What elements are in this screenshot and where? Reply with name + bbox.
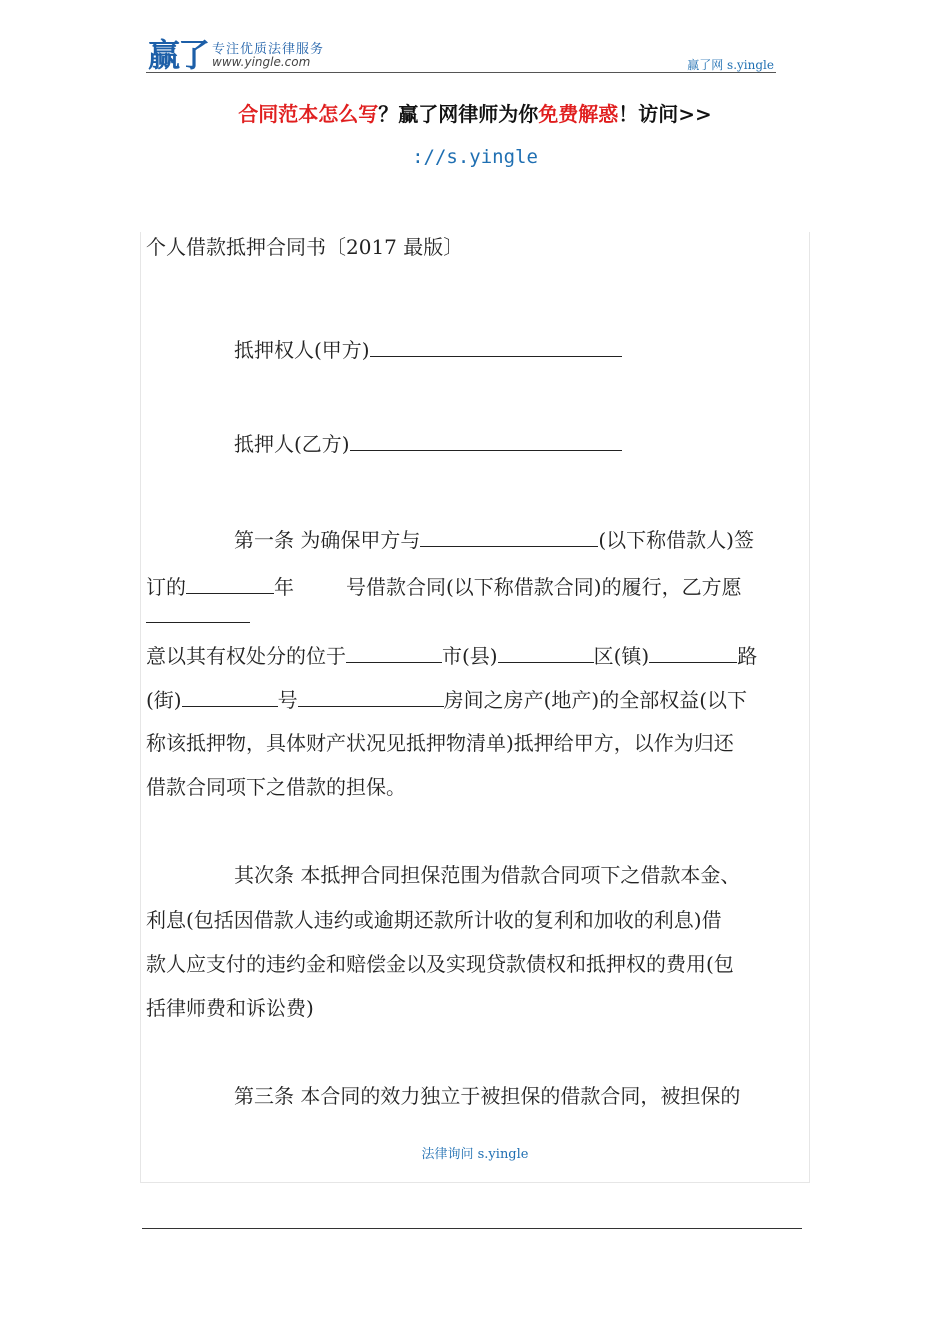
- header-site-link[interactable]: 赢了网 s.yingle: [687, 58, 774, 72]
- year-blank: [186, 571, 274, 594]
- article1-text: 第一条 为确保甲方与: [234, 528, 421, 552]
- article1-line5: 称该抵押物，具体财产状况见抵押物清单)抵押给甲方，以作为归还: [146, 731, 734, 755]
- article1-text: 订的: [146, 575, 186, 599]
- banner-text-4: ！访问>>: [618, 102, 712, 126]
- article1-text: (以下称借款人)签: [598, 528, 754, 552]
- logo-url: www.yingle.com: [212, 55, 311, 69]
- article2-line1: 其次条 本抵押合同担保范围为借款合同项下之借款本金、: [234, 863, 741, 887]
- logo-slogan: 专注优质法律服务: [212, 42, 325, 57]
- article1-text: 路: [737, 644, 758, 668]
- article1-text: 区(镇): [593, 644, 650, 668]
- article2-line4: 括律师费和诉讼费): [146, 996, 314, 1020]
- logo[interactable]: [148, 38, 336, 72]
- article1-text: 意以其有权处分的位于: [146, 644, 346, 668]
- borrower-blank: [420, 524, 598, 547]
- city-blank: [346, 640, 442, 663]
- footer-divider: [142, 1228, 802, 1229]
- mortgagor-blank: [350, 428, 622, 451]
- document-title: 个人借款抵押合同书〔2017 最版〕: [146, 235, 464, 259]
- mortgagee-label: 抵押权人(甲方): [234, 338, 370, 362]
- street-number-blank: [182, 684, 278, 707]
- footer-link[interactable]: 法律询问 s.yingle: [421, 1147, 529, 1162]
- article1-line6: 借款合同项下之借款的担保。: [146, 775, 406, 799]
- logo-mark: 赢了: [148, 36, 209, 74]
- banner-text-3: 免费解惑: [538, 102, 619, 126]
- article1-line4: [146, 684, 747, 715]
- article3-line1: 第三条 本合同的效力独立于被担保的借款合同，被担保的: [234, 1084, 741, 1108]
- article1-text: 号借款合同(以下称借款合同)的履行，乙方愿: [346, 575, 742, 599]
- mortgagee-blank: [370, 334, 622, 357]
- article1-text: 房间之房产(地产)的全部权益(以下: [443, 688, 748, 712]
- article1-text: (街): [146, 688, 182, 712]
- banner-link[interactable]: ://s.yingle: [412, 146, 538, 168]
- article1-line3: [146, 640, 757, 671]
- header-divider: [146, 72, 776, 73]
- mortgagor-label: 抵押人(乙方): [234, 432, 350, 456]
- room-blank: [298, 684, 444, 707]
- mortgagor-line: [234, 428, 622, 459]
- article1-line1: [234, 524, 754, 555]
- article1-text: 市(县): [442, 644, 498, 668]
- district-blank: [498, 640, 594, 663]
- article2-line2: 利息(包括因借款人违约或逾期还款所计收的复利和加收的利息)借: [146, 908, 722, 932]
- road-blank: [649, 640, 737, 663]
- article1-text: 年: [274, 575, 294, 599]
- banner-text-1: 合同范本怎么写: [238, 102, 379, 126]
- article2-line3: 款人应支付的违约金和赔偿金以及实现贷款债权和抵押权的费用(包: [146, 952, 734, 976]
- article1-text: 号: [277, 688, 298, 712]
- banner-text-2: ？赢了网律师为你: [378, 102, 539, 126]
- mortgagee-line: [234, 334, 622, 365]
- contract-number-blank: [146, 622, 250, 623]
- promo-banner[interactable]: [0, 100, 950, 128]
- article1-line2: [146, 571, 742, 602]
